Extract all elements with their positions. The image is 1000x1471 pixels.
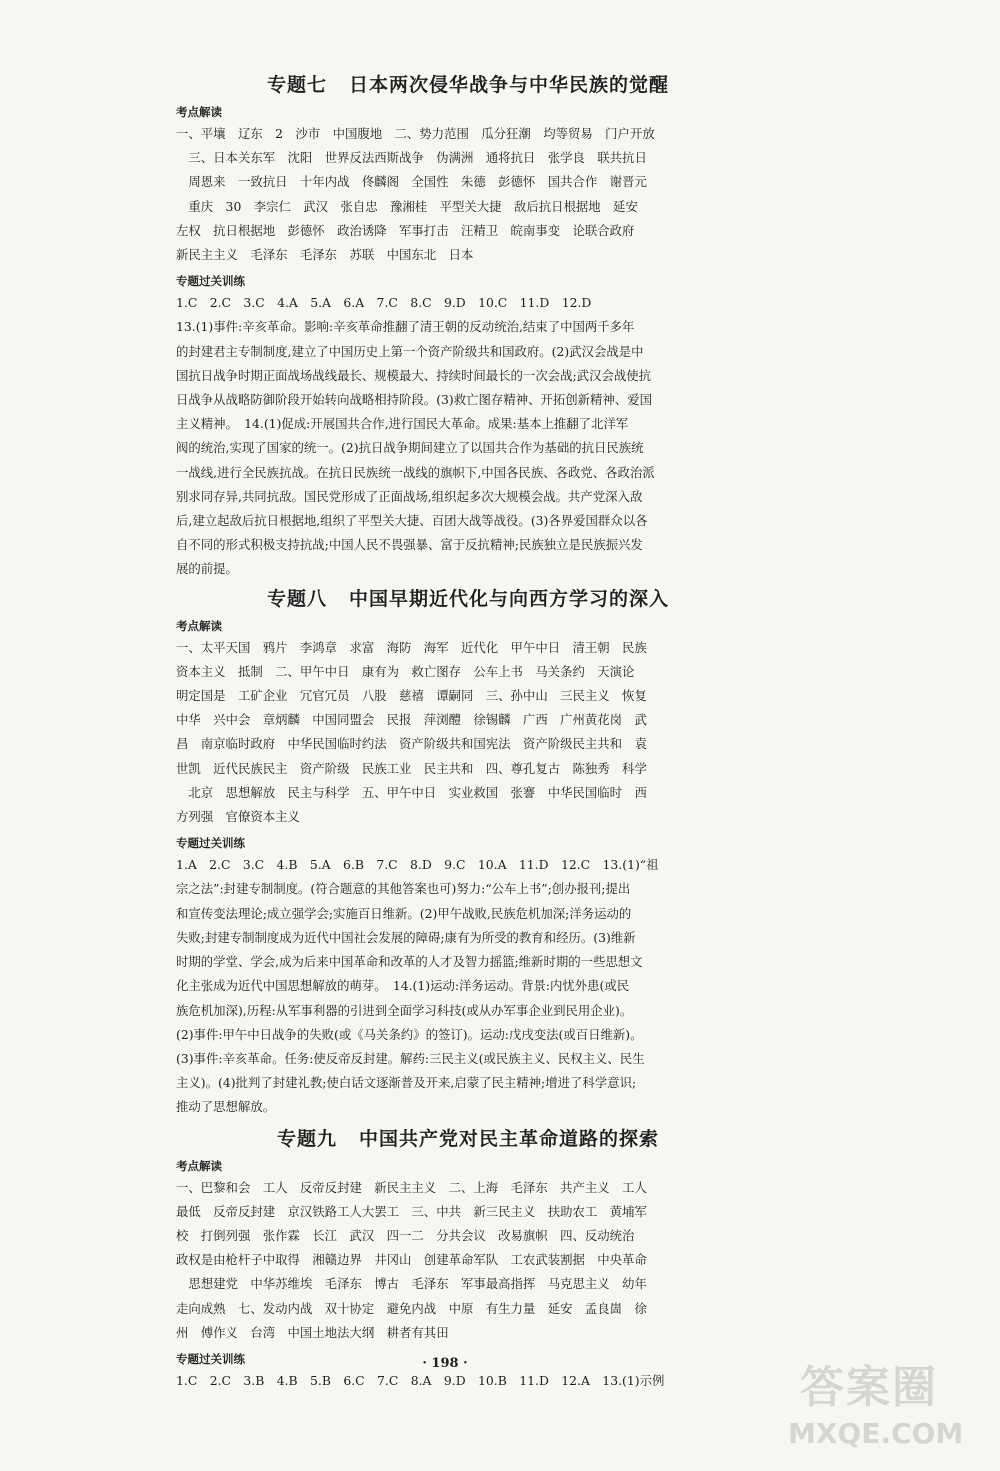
kaodian-label: 考点解读 xyxy=(176,618,222,633)
kaodian-answers: 一、太平天国 鸦片 李鸿章 求富 海防 海军 近代化 甲午中日 清王朝 民族 资本主义 抵制 二、甲午中日 康有为 救亡图存 公车上书 马关条约 天演论 明定国是 工矿企业 冗官冗员 八股 慈禧 谭嗣同 三、孙中山 三民主义 恢复 中华 兴中会 章炳麟 中国同盟会 民报 萍浏醴 徐锡麟 广西 广州黄花岗 武 昌 南京临时政府 中华民国临时约法 资产阶级共和国宪法 资产阶级民主共和 袁 世凯 近代民族民主 资产阶级 民族工业 民主共和 四、尊孔复古 陈独秀 科学 北京 思想解放 民主与科学 五、甲午中日 实业救国 张謇 中华民国临时 西 方列强 官僚资本主义 xyxy=(176,639,647,825)
page-content xyxy=(176,72,760,1397)
kaodian-label: 考点解读 xyxy=(176,105,222,119)
xunlian-label: 专题过关训练 xyxy=(176,274,245,289)
section-title: 专题八 中国早期近代化与向西方学习的深入 xyxy=(266,587,670,610)
xunlian-answers: 1.C 2.C 3.B 4.B 5.B 6.C 7.C 8.A 9.D 10.B 11.D 12.A 13.(1)示例 xyxy=(176,1372,665,1388)
xunlian-answers: 1.C 2.C 3.C 4.A 5.A 6.A 7.C 8.C 9.D 10.C 11.D 12.D 13.(1)事件:辛亥革命。影响:辛亥革命推翻了清王朝的反动统治,结束了中国两千多年 的封建君主专制制度,建立了中国历史上第一个资产阶级共和国政府。(2)武汉会战是中 国抗日战争时期正面战场战线最长、规模最大、持续时间最长的一次会战;武汉会战使抗 日战争从战略防御阶段开始转向战略相持阶段。(3)救亡图存精神、开拓创新精神、爱国 主义精神。 14.(1)促成:开展国共合作,进行国民大革命。成果:基本上推翻了北洋军 阀的统治,实现了国家的统一。(2)抗日战争期间建立了以国共合作为基础的抗日民族统 一战线,进行全民族抗战。在抗日民族统一战线的旗帜下,中国各民族、各政党、各政治派 别求同存异,共同抗敌。国民党形成了正面战场,组织起多次大规模会战。共产党深入敌 后,建立起敌后抗日根据地,组织了平型关大捷、百团大战等战役。(3)各界爱国群众以各 自不同的形式积极支持抗战;中国人民不畏强暴、富于反抗精神;民族独立是民族振兴发 展的前提。 xyxy=(176,295,655,577)
xunlian-label: 专题过关训练 xyxy=(176,1351,245,1366)
section-title: 专题七 日本两次侵华战争与中华民族的觉醒 xyxy=(266,74,670,96)
kaodian-label: 考点解读 xyxy=(176,1158,222,1173)
kaodian-answers: 一、巴黎和会 工人 反帝反封建 新民主主义 二、上海 毛泽东 共产主义 工人 最低 反帝反封建 京汉铁路工人大罢工 三、中共 新三民主义 扶助农工 黄埔军 校 打倒列强 张作霖 长江 武汉 四一二 分共会议 改易旗帜 四、反动统治 政权是由枪杆子中取得 湘赣边界 井冈山 创建革命军队 工农武装割据 中央革命 思想建党 中华苏维埃 毛泽东 博古 毛泽东 军事最高指挥 马克思主义 幼年 走向成熟 七、发动内战 双十协定 避免内战 中原 有生力量 延安 孟良崮 徐 州 傅作义 台湾 中国土地法大纲 耕者有其田 xyxy=(176,1179,647,1340)
xunlian-answers: 1.A 2.C 3.C 4.B 5.A 6.B 7.C 8.D 9.C 10.A 11.D 12.C 13.(1)“祖 宗之法”:封建专制制度。(符合题意的其他答案也可)努力:“公车上书”;创办报刊;提出 和宣传变法理论;成立强学会;实施百日维新。(2)甲午战败,民族危机加深;洋务运动的 失败;封建专制制度成为近代中国社会发展的障碍;康有为所受的教育和经历。(3)维新 时期的学堂、学会,成为后来中国革命和改革的人才及智力摇篮;维新时期的一些思想文 化主张成为近代中国思想解放的萌芽。 14.(1)运动:洋务运动。背景:内忧外患(或民 族危机加深),历程:从军事利器的引进到全面学习科技(或从办军事企业到民用企业)。 (2)事件:甲午中日战争的失败(或《马关条约》的签订)。运动:戊戌变法(或百日维新)。 (3)事件:辛亥革命。任务:使反帝反封建。解药:三民主义(或民族主义、民权主义、民生 主义)。(4)批判了封建礼教;使白话文逐渐普及开来,启蒙了民主精神;增进了科学意识; 推动了思想解放。 xyxy=(176,857,659,1115)
watermark-logo xyxy=(778,1351,978,1461)
section-7 xyxy=(176,72,760,582)
section-8 xyxy=(176,586,760,1120)
section-9 xyxy=(176,1126,760,1394)
section-title: 专题九 中国共产党对民主革命道路的探索 xyxy=(276,1127,660,1150)
xunlian-label: 专题过关训练 xyxy=(176,836,245,851)
watermark-site-text: MXQE.COM xyxy=(788,1417,964,1450)
watermark-logo-text: 答案圈 xyxy=(800,1362,938,1413)
page-number: · 198 · xyxy=(422,1356,468,1371)
kaodian-answers: 一、平壤 辽东 2 沙市 中国腹地 二、势力范围 瓜分狂潮 均等贸易 门户开放 三、日本关东军 沈阳 世界反法西斯战争 伪满洲 通将抗日 张学良 联共抗日 周恩来 一致抗日 十年内战 佟麟阁 全国性 朱德 彭德怀 国共合作 谢晋元 重庆 30 李宗仁 武汉 张自忠 豫湘桂 平型关大捷 敌后抗日根据地 延安 左权 抗日根据地 彭德怀 政治诱降 军事打击 汪精卫 皖南事变 论联合政府 新民主主义 毛泽东 毛泽东 苏联 中国东北 日本 xyxy=(176,126,655,263)
